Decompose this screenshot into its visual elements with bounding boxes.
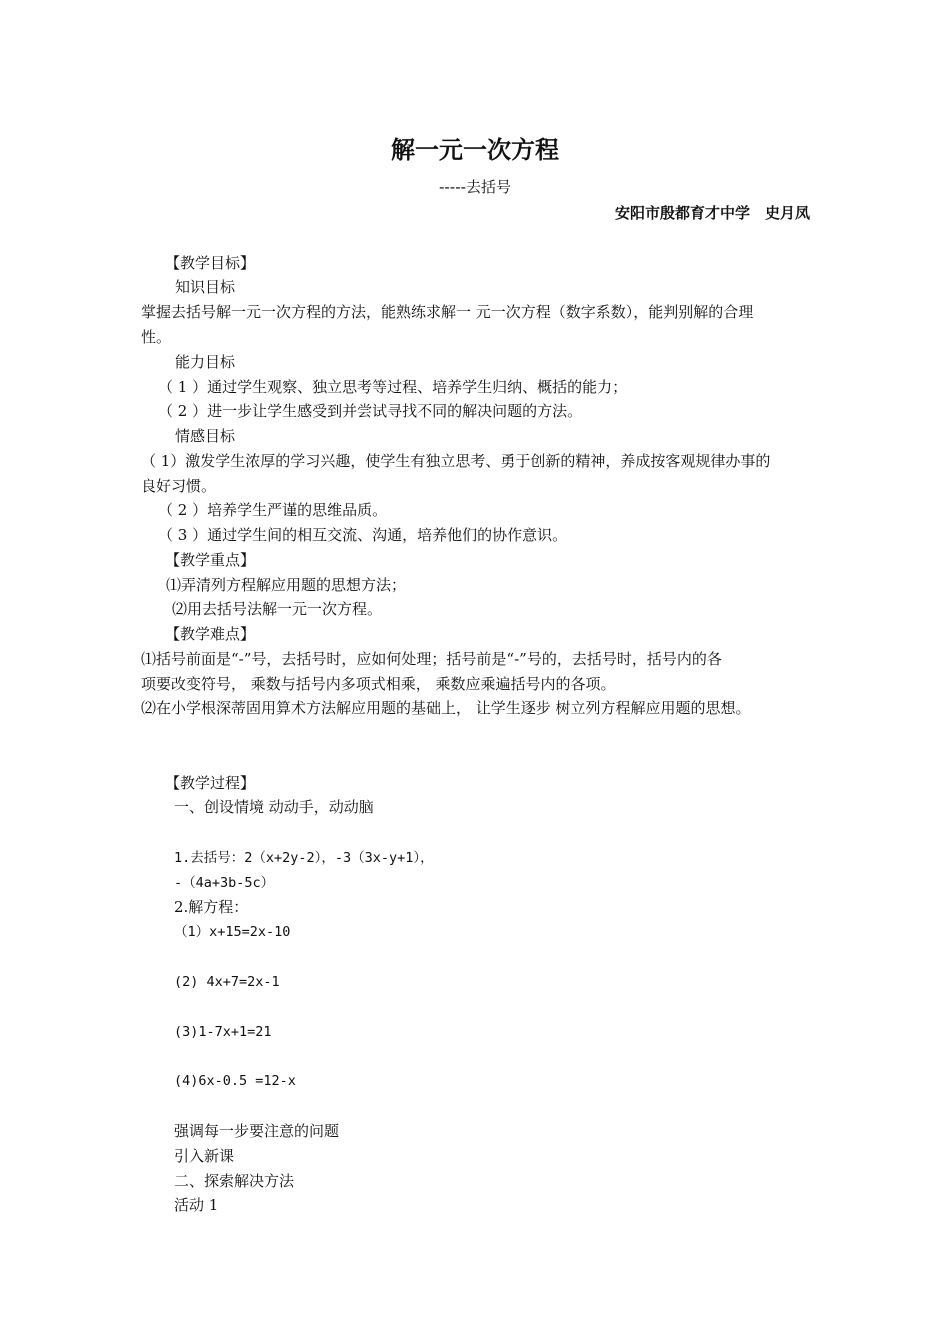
emotion-item-3: （ 3 ）通过学生间的相互交流、沟通，培养他们的协作意识。: [158, 526, 568, 544]
process-section-2: 二、探索解决方法: [174, 1172, 295, 1190]
ability-item-2: （ 2 ）进一步让学生感受到并尝试寻找不同的解决问题的方法。: [158, 402, 583, 420]
key-point-2: ⑵用去括号法解一元一次方程。: [172, 600, 383, 618]
difficulties-heading: 【教学难点】: [165, 625, 256, 643]
ability-item-1: （ 1 ）通过学生观察、独立思考等过程、培养学生归纳、概括的能力；: [158, 378, 628, 396]
difficulty-1-line1: ⑴括号前面是“-”号，去括号时，应如何处理；括号前是“-”号的，去括号时，括号内的各: [141, 650, 722, 668]
exercise-2-label: 2.解方程：: [174, 898, 249, 916]
process-section-1: 一、创设情境 动动手，动动脑: [174, 798, 374, 816]
activity-1-label: 活动 1: [174, 1196, 219, 1214]
intro-new-lesson: 引入新课: [174, 1147, 235, 1165]
equation-1: （1）x+15=2x-10: [174, 924, 291, 940]
difficulty-1-line2: 项要改变符号， 乘数与括号内多项式相乘， 乘数应乘遍括号内的各项。: [141, 675, 616, 693]
emotion-heading: 情感目标: [175, 427, 236, 445]
key-points-heading: 【教学重点】: [165, 551, 256, 569]
process-heading: 【教学过程】: [165, 774, 256, 792]
difficulty-2: ⑵在小学根深蒂固用算术方法解应用题的基础上， 让学生逐步 树立列方程解应用题的思想。: [141, 699, 751, 717]
exercise-1-line1: 1.去括号：2（x+2y-2），-3（3x-y+1），: [174, 850, 434, 866]
equation-2: (2) 4x+7=2x-1: [174, 974, 280, 990]
equation-3: (3)1-7x+1=21: [174, 1024, 272, 1040]
knowledge-text-line1: 掌握去括号解一元一次方程的方法，能熟练求解一 元一次方程（数字系数），能判别解的合理: [141, 303, 754, 321]
knowledge-text-line2: 性。: [141, 328, 172, 346]
emphasis-note: 强调每一步要注意的问题: [174, 1122, 340, 1140]
exercise-1-line2: -（4a+3b-5c）: [174, 875, 275, 891]
key-point-1: ⑴弄清列方程解应用题的思想方法；: [166, 576, 407, 594]
page-title: 解一元一次方程: [391, 136, 559, 164]
ability-heading: 能力目标: [175, 353, 236, 371]
equation-4: (4)6x-0.5 =12-x: [174, 1073, 296, 1089]
objectives-heading: 【教学目标】: [165, 254, 256, 272]
emotion-item-1-line2: 良好习惯。: [141, 477, 217, 495]
page-subtitle: -----去括号: [438, 178, 512, 196]
knowledge-heading: 知识目标: [175, 278, 236, 296]
emotion-item-2: （ 2 ）培养学生严谨的思维品质。: [158, 501, 388, 519]
emotion-item-1-line1: （ 1）激发学生浓厚的学习兴趣，使学生有独立思考、勇于创新的精神，养成按客观规律办事的: [141, 452, 771, 470]
author-line: 安阳市殷都育才中学 史月凤: [614, 204, 810, 222]
